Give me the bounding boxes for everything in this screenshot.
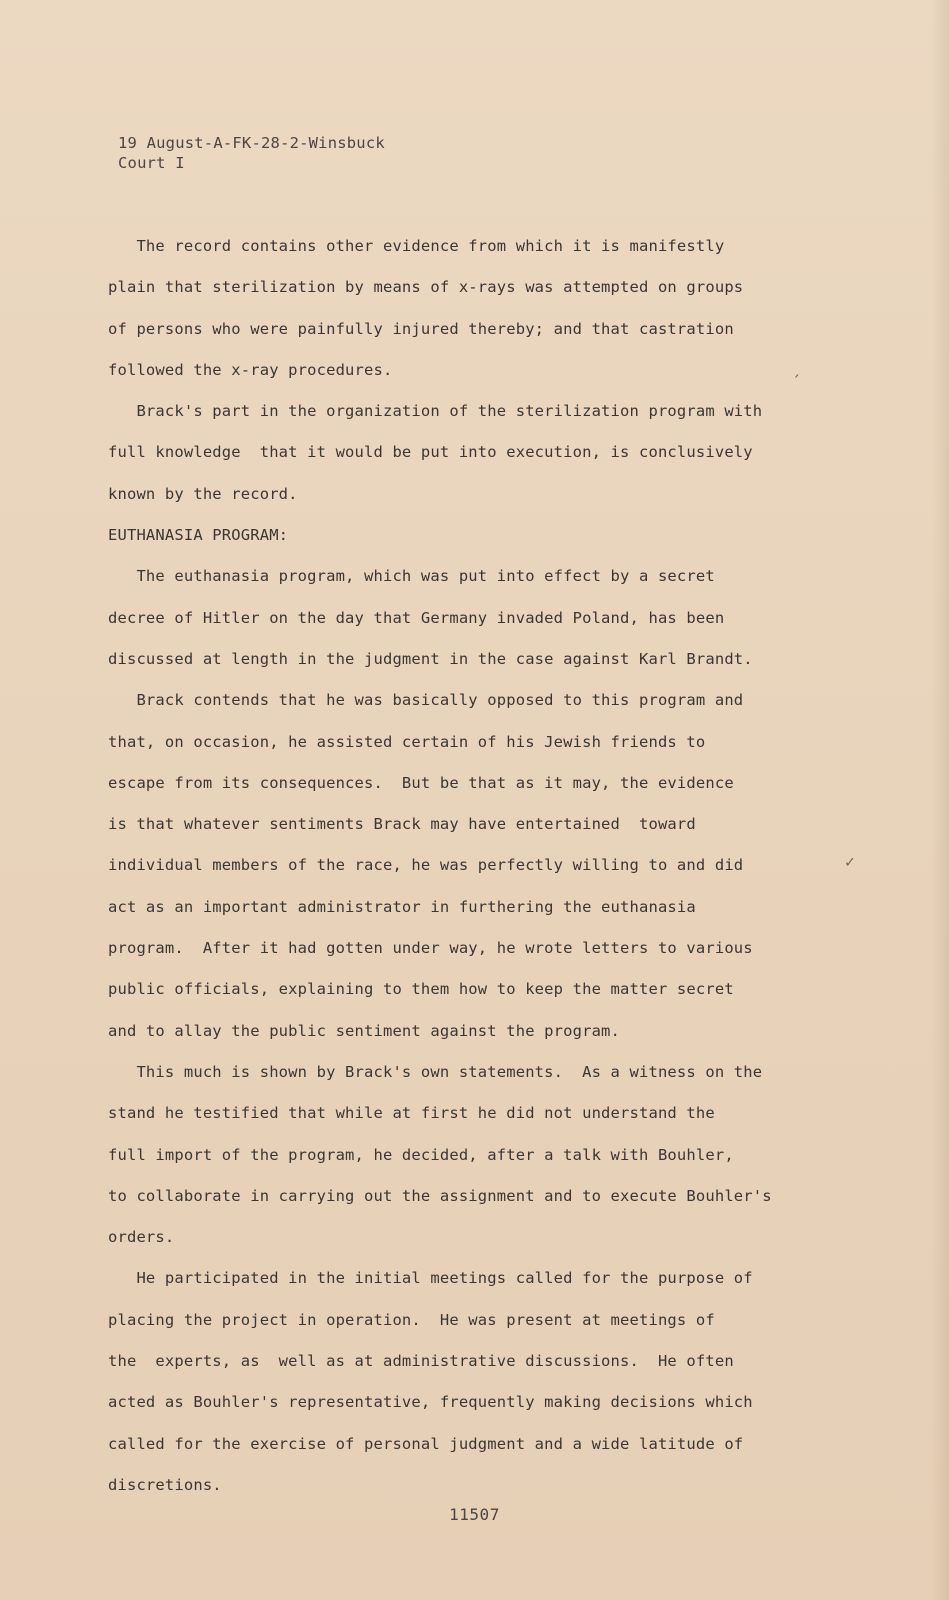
document-body [108, 226, 828, 1506]
pencil-check-icon: ✓ [845, 852, 855, 871]
text-line: full knowledge that it would be put into execution, is conclusively [108, 443, 753, 462]
text-line: This much is shown by Brack's own statements. As a witness on the [108, 1062, 763, 1081]
text-line: stand he testified that while at first he did not understand the [108, 1104, 715, 1123]
text-line: orders. [108, 1228, 175, 1247]
text-line: program. After it had gotten under way, he wrote letters to various [108, 939, 753, 958]
text-line: that, on occasion, he assisted certain of his Jewish friends to [108, 732, 706, 751]
text-line: plain that sterilization by means of x-rays was attempted on groups [108, 278, 744, 297]
text-line: He participated in the initial meetings called for the purpose of [108, 1269, 753, 1288]
text-line: individual members of the race, he was perfectly willing to and did [108, 856, 744, 875]
text-line: called for the exercise of personal judgment and a wide latitude of [108, 1434, 744, 1453]
text-line: Brack's part in the organization of the sterilization program with [108, 402, 763, 421]
text-line: discretions. [108, 1475, 222, 1494]
header-reference-line: 19 August-A-FK-28-2-Winsbuck [118, 134, 385, 152]
header-court-line: Court I [118, 154, 185, 172]
text-line: followed the x-ray procedures. [108, 360, 393, 379]
text-line: Brack contends that he was basically opposed to this program and [108, 691, 744, 710]
text-line: and to allay the public sentiment against the program. [108, 1021, 621, 1040]
text-line: known by the record. [108, 484, 298, 503]
text-line: placing the project in operation. He was present at meetings of [108, 1310, 715, 1329]
text-line: of persons who were painfully injured thereby; and that castration [108, 319, 734, 338]
text-line: the experts, as well as at administrative discussions. He often [108, 1352, 734, 1371]
text-line: public officials, explaining to them how to keep the matter secret [108, 980, 734, 999]
text-line: act as an important administrator in furthering the euthanasia [108, 897, 696, 916]
text-line: discussed at length in the judgment in the case against Karl Brandt. [108, 649, 753, 668]
document-header [118, 133, 385, 173]
pencil-mark-icon: ˏ [792, 358, 802, 377]
text-line: The record contains other evidence from which it is manifestly [108, 237, 725, 255]
text-line: escape from its consequences. But be that as it may, the evidence [108, 773, 734, 792]
page-edge-shadow [931, 0, 949, 1600]
text-line: to collaborate in carrying out the assignment and to execute Bouhler's [108, 1186, 772, 1205]
page-number: 11507 [449, 1505, 500, 1524]
text-line: acted as Bouhler's representative, frequently making decisions which [108, 1393, 753, 1412]
text-line: full import of the program, he decided, after a talk with Bouhler, [108, 1145, 734, 1164]
text-line: decree of Hitler on the day that Germany invaded Poland, has been [108, 608, 725, 627]
text-line: The euthanasia program, which was put into effect by a secret [108, 567, 715, 586]
section-heading: EUTHANASIA PROGRAM: [108, 526, 289, 545]
text-line: is that whatever sentiments Brack may have entertained toward [108, 815, 696, 834]
